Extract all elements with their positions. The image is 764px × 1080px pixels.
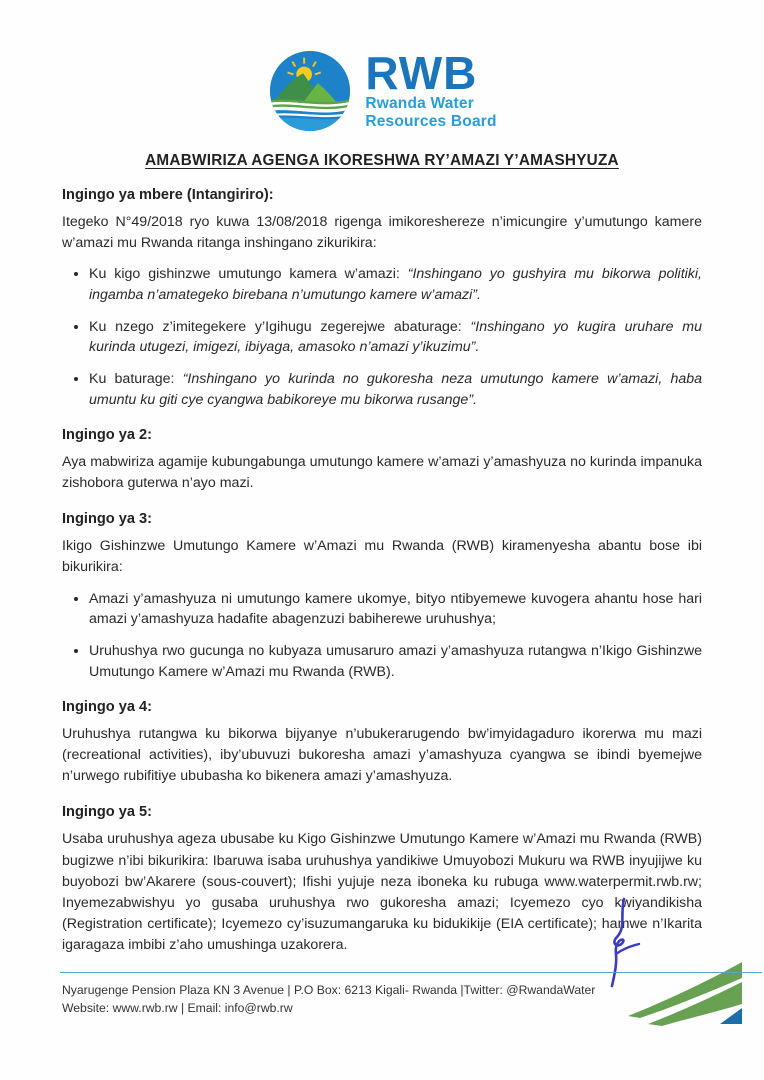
section-paragraph: Aya mabwiriza agamije kubungabunga umutungo kamere w’amazi y’amashyuza no kurinda impanuka zishobora guterwa n’ayo mazi. [62, 454, 702, 492]
bullet-quote: “Inshingano yo kugira uruhare mu kurinda utugezi, imigezi, ibiyaga, amasoko n’amazi y’ikuzimu”. [89, 318, 702, 356]
bullet-item [89, 264, 702, 305]
bullet-list-intangiriro [62, 264, 702, 410]
bullet-item: • Uruhushya rwo gucunga no kubyaza umusaruro amazi y’amashyuza rutangwa n’Ikigo Gishinzwe Umutungo Kamere w’Amazi mu Rwanda (RWB). [89, 641, 702, 682]
section-heading-2: Ingingo ya 2: [62, 427, 152, 444]
footer-address-line: Nyarugenge Pension Plaza KN 3 Avenue | P.O Box: 6213 Kigali- Rwanda |Twitter: @RwandaWater [62, 983, 596, 997]
document-title: AMABWIRIZA AGENGA IKORESHWA RY’AMAZI Y’AMASHYUZA [145, 152, 619, 169]
section-paragraph: Itegeko N°49/2018 ryo kuwa 13/08/2018 rigenga imikoreshereze n’imicungire y’umutungo kamere w’amazi mu Rwanda ritanga inshingano zikurikira: [62, 214, 702, 252]
section-paragraph: Uruhushya rutangwa ku bikorwa bijyanye n’ubukerarugendo bw’imyidagaduro ikorerwa mu mazi (recreational activities), iby’ubuvuzi bukoresha amazi y’amashyuza cyangwa se ibindi byemejwe n’urwego rubifitiye ububasha ko bikenera amazi y’amashyuza. [62, 726, 702, 785]
rwb-logo-icon [267, 48, 353, 134]
logo-acronym: RWB [365, 46, 478, 99]
bullet-quote: “Inshingano yo kurinda no gukoresha neza umutungo kamere w’amazi, haba umuntu ku giti cye cyangwa babikoreye mu bikorwa rusange”. [89, 370, 703, 408]
logo-subtitle-line1: Rwanda Water [365, 95, 474, 113]
section-heading-4: Ingingo ya 4: [62, 699, 152, 716]
section-paragraph: Ikigo Gishinzwe Umutungo Kamere w’Amazi mu Rwanda (RWB) kiramenyesha abantu bose ibi bikurikira: [62, 538, 702, 576]
bullet-item [89, 369, 702, 410]
footer-text [62, 981, 595, 1018]
bullet-lead: Ku baturage: [89, 370, 183, 387]
section-heading-3: Ingingo ya 3: [62, 511, 152, 528]
bullet-quote: “Inshingano yo gushyira mu bikorwa politiki, ingamba n’amategeko birebana n’umutungo kamere w’amazi”. [89, 266, 702, 303]
document-footer [0, 972, 764, 1080]
bullet-item [89, 317, 702, 358]
logo-subtitle-line2: Resources Board [365, 112, 497, 130]
section-paragraph: Usaba uruhushya ageza ubusabe ku Kigo Gishinzwe Umutungo Kamere w’Amazi mu Rwanda (RWB) bugizwe n’ibi bikurikira: Ibaruwa isaba uruhushya yandikiwe Umuyobozi Mukuru wa RWB inyujijwe ku buyobozi bw’Akarere (sous-couvert); Ifishi yujuje neza iboneka ku rubuga www.waterpermit.rwb.rw; Inyemezabwishyu yo gusaba uruhushya rwo gukoresha amazi; Icyemezo cyo kwiyandikisha (Registration certificate); Icyemezo cy’isuzumangaruka ku bidukikije (EIA certificate); hamwe n’Ikarita igaragaza imbibi z’aho umushinga uzakorera. [62, 831, 702, 953]
bullet-lead: Ku nzego z’imitegekere y’Igihugu zegerejwe abaturage: [89, 318, 471, 335]
bullet-lead: Ku kigo gishinzwe umutungo kamera w’amazi: [89, 266, 408, 283]
footer-contact-line: Website: www.rwb.rw | Email: info@rwb.rw [62, 1001, 293, 1016]
section-heading-5: Ingingo ya 5: [62, 804, 152, 821]
footer-divider [60, 972, 762, 973]
bullet-list-section-3 [62, 589, 702, 683]
rwb-logo [62, 48, 702, 134]
rwb-logo-text [365, 46, 497, 130]
bullet-item: • Amazi y’amashyuza ni umutungo kamere ukomye, bityo ntibyemewe kuvogera ahantu hose hari amazi y’amashyuza hadafite abagenzuzi babiherewe uruhushya; [89, 589, 702, 630]
section-heading-intangiriro: Ingingo ya mbere (Intangiriro): [62, 187, 274, 203]
